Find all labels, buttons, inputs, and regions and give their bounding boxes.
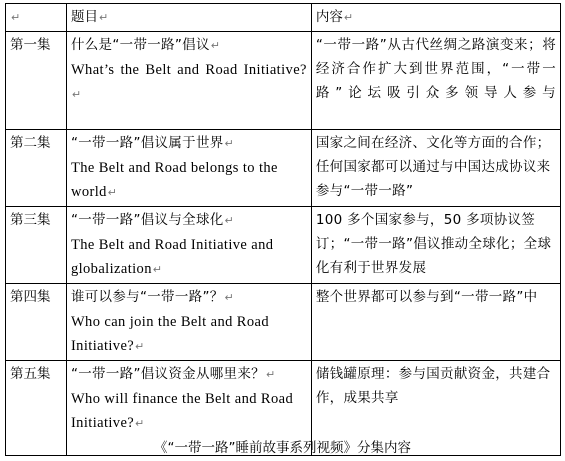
paragraph-mark-icon: ↵ [343,11,354,24]
title-en: The Belt and Road belongs to the world↵ [70,160,278,200]
table-caption: 《“一带一路”睡前故事系列视频》分集内容 [154,440,411,456]
title-zh: “一带一路”倡议与全球化↵ [70,212,235,228]
header-title-label: 题目 [70,9,98,25]
episode-cell [6,130,67,207]
content-text: “一带一路”从古代丝绸之路演变来；将经济合作扩大到世界范围，“一带一路”论坛吸引众多领导人参与 [315,37,556,101]
content-cell [311,207,560,284]
paragraph-mark-icon: ↵ [11,11,21,24]
table-row [6,32,561,130]
paragraph-mark-icon: ↵ [224,137,235,150]
table-row [6,207,561,284]
paragraph-mark-icon: ↵ [135,341,145,353]
paragraph-mark-icon: ↵ [135,418,145,430]
content-cell [311,130,560,207]
paragraph-mark-icon: ↵ [224,214,235,227]
episode-label: 第五集 [10,366,51,382]
header-title-cell [66,4,311,32]
episode-cell [6,32,67,130]
episode-label: 第三集 [10,212,51,228]
paragraph-mark-icon: ↵ [71,89,82,101]
episode-table [5,3,561,456]
title-en: The Belt and Road Initiative and globalization↵ [70,237,274,277]
content-cell [311,32,560,130]
episode-cell [6,207,67,284]
title-cell [66,130,311,207]
episode-label: 第四集 [10,289,51,305]
paragraph-mark-icon: ↵ [152,264,163,276]
title-cell [66,207,311,284]
header-content-cell [311,4,560,32]
paragraph-mark-icon: ↵ [265,368,276,381]
content-cell [311,284,560,361]
content-text: 整个世界都可以参与到“一带一路”中 [315,289,538,305]
header-corner-cell [6,4,67,32]
paragraph-mark-icon: ↵ [210,39,221,52]
title-en: Who will finance the Belt and Road Initiative?↵ [70,391,294,431]
title-zh: 什么是“一带一路”倡议↵ [70,37,221,53]
paragraph-mark-icon: ↵ [107,187,118,199]
title-en: What’s the Belt and Road Initiative?↵ [70,62,307,101]
table-row [6,284,561,361]
title-en: Who can join the Belt and Road Initiative?↵ [70,314,269,354]
table-row [6,130,561,207]
episode-label: 第一集 [10,37,51,53]
header-content-label: 内容 [315,9,343,25]
paragraph-mark-icon: ↵ [224,291,235,304]
content-text: 储钱罐原理：参与国贡献资金，共建合作，成果共享 [315,366,551,406]
title-zh: “一带一路”倡议资金从哪里来？↵ [70,366,276,382]
table-header-row [6,4,561,32]
episode-label: 第二集 [10,135,51,151]
title-zh: “一带一路”倡议属于世界↵ [70,135,235,151]
title-cell [66,32,311,130]
title-zh: 谁可以参与“一带一路”？↵ [70,289,235,305]
content-text: 国家之间在经济、文化等方面的合作；任何国家都可以通过与中国达成协议来参与“一带一路” [315,135,551,199]
title-cell [66,284,311,361]
paragraph-mark-icon: ↵ [98,11,109,24]
episode-cell [6,284,67,361]
content-text: 100 多个国家参与，50 多项协议签订；“一带一路”倡议推动全球化；全球化有利于世界发展 [315,212,552,276]
